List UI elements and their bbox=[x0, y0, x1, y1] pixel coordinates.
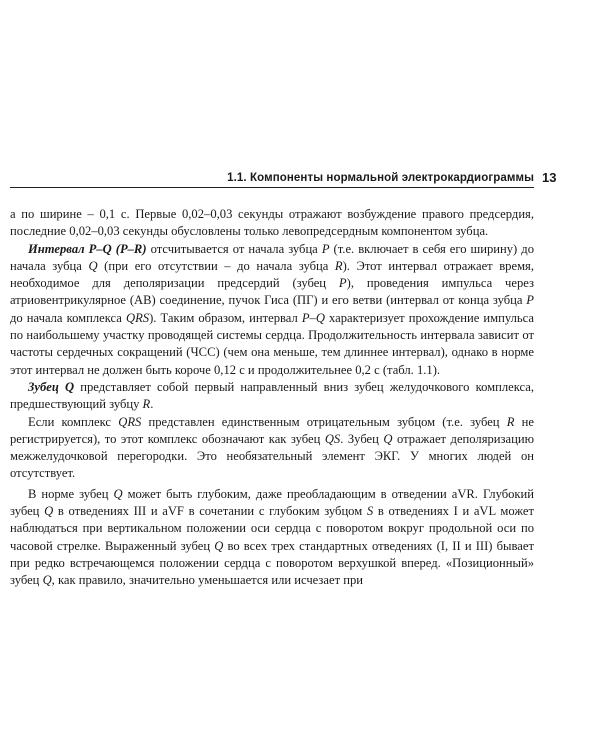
italic-symbol: P bbox=[526, 293, 534, 308]
italic-symbol: P bbox=[338, 276, 347, 291]
term-heading: Интервал P–Q (P–R) bbox=[28, 241, 147, 256]
italic-symbol: QRS bbox=[125, 310, 150, 325]
italic-symbol: Q bbox=[42, 573, 52, 588]
italic-symbol: R bbox=[142, 397, 151, 412]
text-run: в отведениях III и aVF в сочетании с глубоким зубцом bbox=[53, 504, 367, 519]
text-run: во всех трех стандартных отведениях (I, II и III) бывает при редко встречающемся положении сердца с поворотом верхушкой вперед. «Позиционный» зубец bbox=[10, 538, 534, 588]
text-run: , как правило, значительно уменьшается или исчезает при bbox=[51, 573, 364, 588]
italic-symbol: P–Q bbox=[301, 310, 325, 325]
italic-symbol: Q bbox=[88, 258, 98, 273]
running-head-title: 1.1. Компоненты нормальной электрокардиограммы bbox=[227, 172, 534, 184]
text-run: может быть глубоким, даже преобладающим в отведении aVR. Глубокий зубец bbox=[10, 486, 534, 519]
paragraph bbox=[10, 486, 534, 590]
paragraph bbox=[10, 206, 534, 241]
text-run: . bbox=[150, 397, 154, 412]
text-run: В норме зубец bbox=[28, 486, 114, 501]
italic-symbol: S bbox=[366, 504, 374, 519]
paragraph bbox=[10, 241, 534, 379]
text-run: (при его отсутствии – до начала зубца bbox=[97, 258, 335, 273]
text-run: ), проведения импульса через атриовентрикулярное (АВ) соединение, пучок Гиса (ПГ) и его ветви (интервал от конца зубца bbox=[10, 276, 534, 308]
term-heading: Зубец Q bbox=[28, 379, 75, 394]
italic-symbol: Q bbox=[44, 504, 54, 519]
text-run: отсчитывается от начала зубца bbox=[146, 241, 322, 256]
text-run: ). Этот интервал отражает время, необходимое для деполяризации предсердий (зубец bbox=[10, 258, 534, 291]
italic-symbol: Q bbox=[113, 486, 123, 501]
italic-symbol: Q bbox=[383, 431, 393, 446]
text-run: представляет собой первый направленный вниз зубец желудочкового комплекса, предшествующий зубцу bbox=[10, 379, 534, 412]
text-run: а по ширине – 0,1 с. Первые 0,02–0,03 секунды отражают возбуждение правого предсердия, последние 0,02–0,03 секунды обусловлены только левопредсердным компонентом зубца. bbox=[10, 207, 534, 239]
text-run: до начала комплекса bbox=[10, 310, 126, 325]
text-run: . Зубец bbox=[340, 431, 384, 446]
paragraph bbox=[10, 379, 534, 414]
italic-symbol: R bbox=[334, 258, 343, 273]
text-run: Если комплекс bbox=[28, 414, 119, 429]
page-number: 13 bbox=[542, 170, 557, 185]
running-head bbox=[10, 172, 534, 188]
body-text bbox=[10, 206, 534, 590]
text-run: отражает деполяризацию межжелудочковой перегородки. Это необязательный элемент ЭКГ. У многих людей он отсутствует. bbox=[10, 431, 534, 481]
text-run: представлен единственным отрицательным зубцом (т.е. зубец bbox=[141, 414, 507, 429]
text-run: в отведениях I и aVL может наблюдаться при вертикальном положении оси сердца с поворотом вокруг продольной оси по часовой стрелке. Выраженный зубец bbox=[10, 504, 534, 553]
italic-symbol: QRS bbox=[118, 414, 142, 429]
italic-symbol: R bbox=[506, 414, 515, 429]
text-run: (т.е. включает в себя его ширину) до начала зубца bbox=[10, 241, 534, 273]
text-run: ). Таким образом, интервал bbox=[149, 310, 302, 325]
italic-symbol: P bbox=[321, 241, 330, 256]
text-run: не регистрируется), то этот комплекс обозначают как зубец bbox=[10, 414, 534, 446]
italic-symbol: QS bbox=[324, 431, 341, 446]
text-run: характеризует прохождение импульса по наибольшему участку проводящей системы сердца. Продолжительность интервала зависит от частоты сердечных сокращений (ЧСС) (чем она меньше, тем длиннее интервал), однако в норме этот интервал не должен быть короче 0,12 с и продолжительнее 0,2 с (табл. 1.1). bbox=[10, 310, 534, 377]
italic-symbol: Q bbox=[214, 538, 224, 553]
paragraph bbox=[10, 414, 534, 483]
